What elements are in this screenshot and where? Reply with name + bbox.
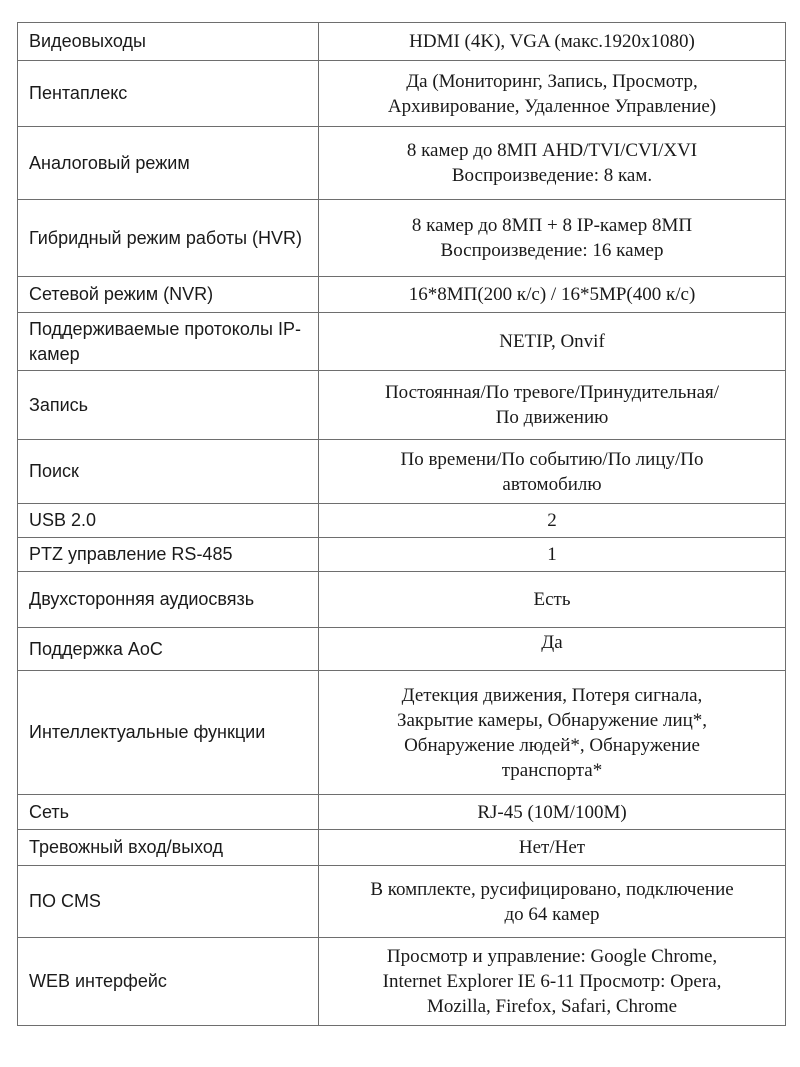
spec-label: Интеллектуальные функции [18,671,319,795]
spec-row-smart-functions [18,671,786,795]
spec-label: Аналоговый режим [18,127,319,200]
spec-value-line: автомобилю [502,473,602,495]
spec-row-search [18,440,786,504]
spec-row-alarm-io [18,830,786,866]
spec-value [319,61,786,127]
spec-row-ip-protocols [18,313,786,371]
spec-row-ptz [18,538,786,572]
spec-value-line: до 64 камер [504,903,600,925]
spec-value-line: Воспроизведение: 8 кам. [451,165,653,186]
spec-label: Гибридный режим работы (HVR) [18,200,319,277]
spec-row-web-interface [18,938,786,1026]
spec-row-network-mode [18,277,786,313]
spec-label: ПО CMS [18,866,319,938]
spec-value-line: 16*8МП(200 к/с) / 16*5MP(400 к/с) [408,284,696,305]
spec-row-hybrid-mode [18,200,786,277]
spec-row-aoc [18,628,786,671]
spec-value [319,127,786,200]
spec-value-line: Воспроизведение: 16 камер [440,240,664,261]
spec-row-two-way-audio [18,572,786,628]
spec-label: Двухсторонняя аудиосвязь [18,572,319,628]
spec-label: Поддержка AoC [18,628,319,671]
spec-label: Поиск [18,440,319,504]
spec-value-line: NETIP, Onvif [499,331,605,352]
spec-value-line: Да (Мониторинг, Запись, Просмотр, [406,70,698,92]
spec-value-line: В комплекте, русифицировано, подключение [370,878,734,900]
spec-label: Поддерживаемые протоколы IP-камер [18,313,319,371]
spec-value-line: Нет/Нет [518,837,586,858]
spec-row-pentaplex [18,61,786,127]
spec-value [319,671,786,795]
spec-row-network [18,795,786,830]
spec-value-line: транспорта* [501,759,603,781]
spec-value-line: RJ-45 (10M/100M) [477,801,627,823]
spec-label: Запись [18,371,319,440]
spec-value [319,628,786,671]
spec-value [319,866,786,938]
spec-value [319,23,786,61]
spec-row-recording [18,371,786,440]
spec-value [319,830,786,866]
spec-value [319,200,786,277]
spec-label: Сеть [18,795,319,830]
spec-value-line: Internet Explorer IE 6-11 Просмотр: Opera, [382,971,722,992]
spec-label: PTZ управление RS-485 [18,538,319,572]
spec-value-line: Да [541,632,563,653]
spec-table-body [18,23,786,1026]
spec-value [319,538,786,572]
spec-value-line: Детекция движения, Потеря сигнала, [401,684,703,706]
spec-label: Видеовыходы [18,23,319,61]
spec-value-line: Постоянная/По тревоге/Принудительная/ [384,382,720,403]
spec-label: USB 2.0 [18,504,319,538]
spec-value-line: Есть [533,589,571,610]
spec-value [319,938,786,1026]
spec-row-cms-software [18,866,786,938]
spec-row-analog-mode [18,127,786,200]
spec-value-line: 1 [547,544,557,565]
spec-value-line: По времени/По событию/По лицу/По [400,448,704,470]
spec-value [319,440,786,504]
spec-label: Тревожный вход/выход [18,830,319,866]
spec-table [17,22,786,1026]
spec-value [319,504,786,538]
spec-value-line: Закрытие камеры, Обнаружение лиц*, [396,709,708,731]
spec-value [319,371,786,440]
spec-row-video-outputs [18,23,786,61]
spec-value-line: Архивирование, Удаленное Управление) [387,95,717,117]
spec-value-line: HDMI (4K), VGA (макс.1920x1080) [409,31,695,52]
spec-label: Пентаплекс [18,61,319,127]
spec-label: Сетевой режим (NVR) [18,277,319,313]
spec-value [319,795,786,830]
spec-value [319,313,786,371]
spec-value-line: 8 камер до 8МП + 8 IP-камер 8МП [411,215,693,236]
spec-value-line: 8 камер до 8МП AHD/TVI/CVI/XVI [406,140,698,161]
spec-value-line: 2 [547,510,557,531]
spec-value-line: Обнаружение людей*, Обнаружение [404,734,700,756]
spec-value-line: Просмотр и управление: Google Chrome, [386,946,718,967]
spec-row-usb [18,504,786,538]
spec-value [319,572,786,628]
spec-value-line: Mozilla, Firefox, Safari, Chrome [426,996,678,1017]
spec-value [319,277,786,313]
spec-label: WEB интерфейс [18,938,319,1026]
spec-value-line: По движению [495,407,609,428]
